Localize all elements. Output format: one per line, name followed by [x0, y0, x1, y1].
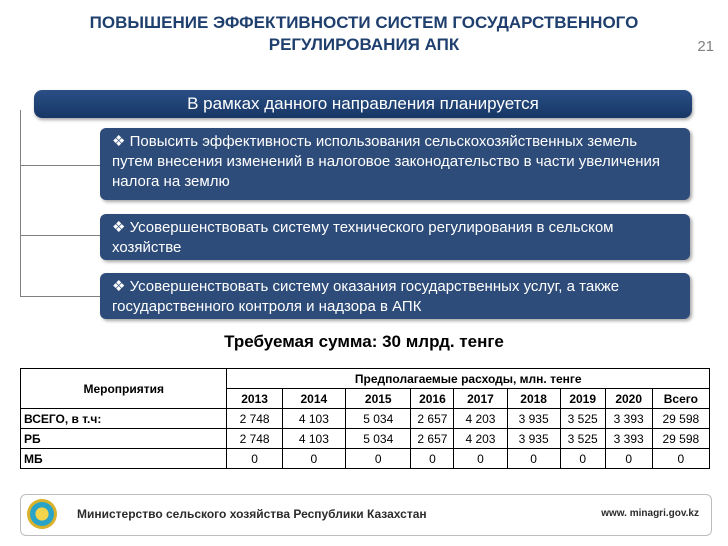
table-cell: 3 935	[507, 409, 560, 429]
table-cell: 0	[411, 449, 454, 469]
plan-item-1-text: ❖ Повысить эффективность использования сельскохозяйственных земель путем внесения изменений в налоговое законодательство в части увеличения налога на землю	[112, 133, 661, 190]
year-header: 2016	[411, 389, 454, 409]
table-cell: 0	[605, 449, 652, 469]
table-cell: 0	[560, 449, 605, 469]
table-cell: 29 598	[652, 429, 709, 449]
table-cell: 0	[507, 449, 560, 469]
header-measures: Мероприятия	[21, 369, 227, 409]
table-row	[21, 409, 710, 429]
plan-header: В рамках данного направления планируется	[34, 90, 692, 118]
table-cell: 4 203	[454, 409, 507, 429]
tree-connector-3	[20, 296, 100, 297]
year-header: 2017	[454, 389, 507, 409]
table-cell: 2 748	[227, 429, 282, 449]
table-cell: 4 103	[282, 429, 345, 449]
table-cell: 0	[282, 449, 345, 469]
year-header: 2014	[282, 389, 345, 409]
table-cell: 5 034	[346, 429, 411, 449]
row-label: РБ	[21, 429, 227, 449]
table-cell: 2 748	[227, 409, 282, 429]
row-label: ВСЕГО, в т.ч:	[21, 409, 227, 429]
year-header: 2019	[560, 389, 605, 409]
page-number: 21	[697, 38, 714, 55]
year-header: 2015	[346, 389, 411, 409]
tree-connector-2	[20, 235, 100, 236]
website-link[interactable]: www. minagri.gov.kz	[601, 508, 699, 519]
plan-item-3-text: ❖ Усовершенствовать систему оказания государственных услуг, а также государственного контроля и надзора в АПК	[112, 278, 620, 315]
year-header: 2020	[605, 389, 652, 409]
row-label: МБ	[21, 449, 227, 469]
year-header: 2013	[227, 389, 282, 409]
plan-item-2	[100, 214, 690, 260]
total-header: Всего	[652, 389, 709, 409]
slide-title	[40, 12, 688, 56]
plan-item-1	[100, 128, 690, 200]
footer	[20, 494, 712, 536]
table-cell: 3 525	[560, 409, 605, 429]
table-cell: 5 034	[346, 409, 411, 429]
tree-connector-1	[20, 165, 100, 166]
table-cell: 0	[454, 449, 507, 469]
header-planned-expenses: Предполагаемые расходы, млн. тенге	[227, 369, 710, 389]
plan-item-2-text: ❖ Усовершенствовать систему технического регулирования в сельском хозяйстве	[112, 219, 614, 256]
table-cell: 3 393	[605, 429, 652, 449]
expenses-table	[20, 368, 710, 469]
ministry-name: Министерство сельского хозяйства Республики Казахстан	[77, 507, 427, 521]
plan-item-3	[100, 273, 690, 319]
table-cell: 4 203	[454, 429, 507, 449]
kazakhstan-emblem-icon	[27, 499, 57, 529]
table-row	[21, 449, 710, 469]
table-cell: 3 525	[560, 429, 605, 449]
table-row	[21, 429, 710, 449]
slide-title-line-1: ПОВЫШЕНИЕ ЭФФЕКТИВНОСТИ СИСТЕМ ГОСУДАРСТВЕННОГО	[89, 13, 639, 32]
table-cell: 3 393	[605, 409, 652, 429]
table-cell: 4 103	[282, 409, 345, 429]
required-sum: Требуемая сумма: 30 млрд. тенге	[224, 332, 504, 351]
table-cell: 2 657	[411, 409, 454, 429]
table-cell: 0	[346, 449, 411, 469]
table-cell: 29 598	[652, 409, 709, 429]
table-cell: 3 935	[507, 429, 560, 449]
year-header: 2018	[507, 389, 560, 409]
slide-title-line-2: РЕГУЛИРОВАНИЯ АПК	[268, 35, 460, 54]
tree-connector-vertical	[20, 110, 21, 296]
table-cell: 0	[652, 449, 709, 469]
table-cell: 0	[227, 449, 282, 469]
table-cell: 2 657	[411, 429, 454, 449]
